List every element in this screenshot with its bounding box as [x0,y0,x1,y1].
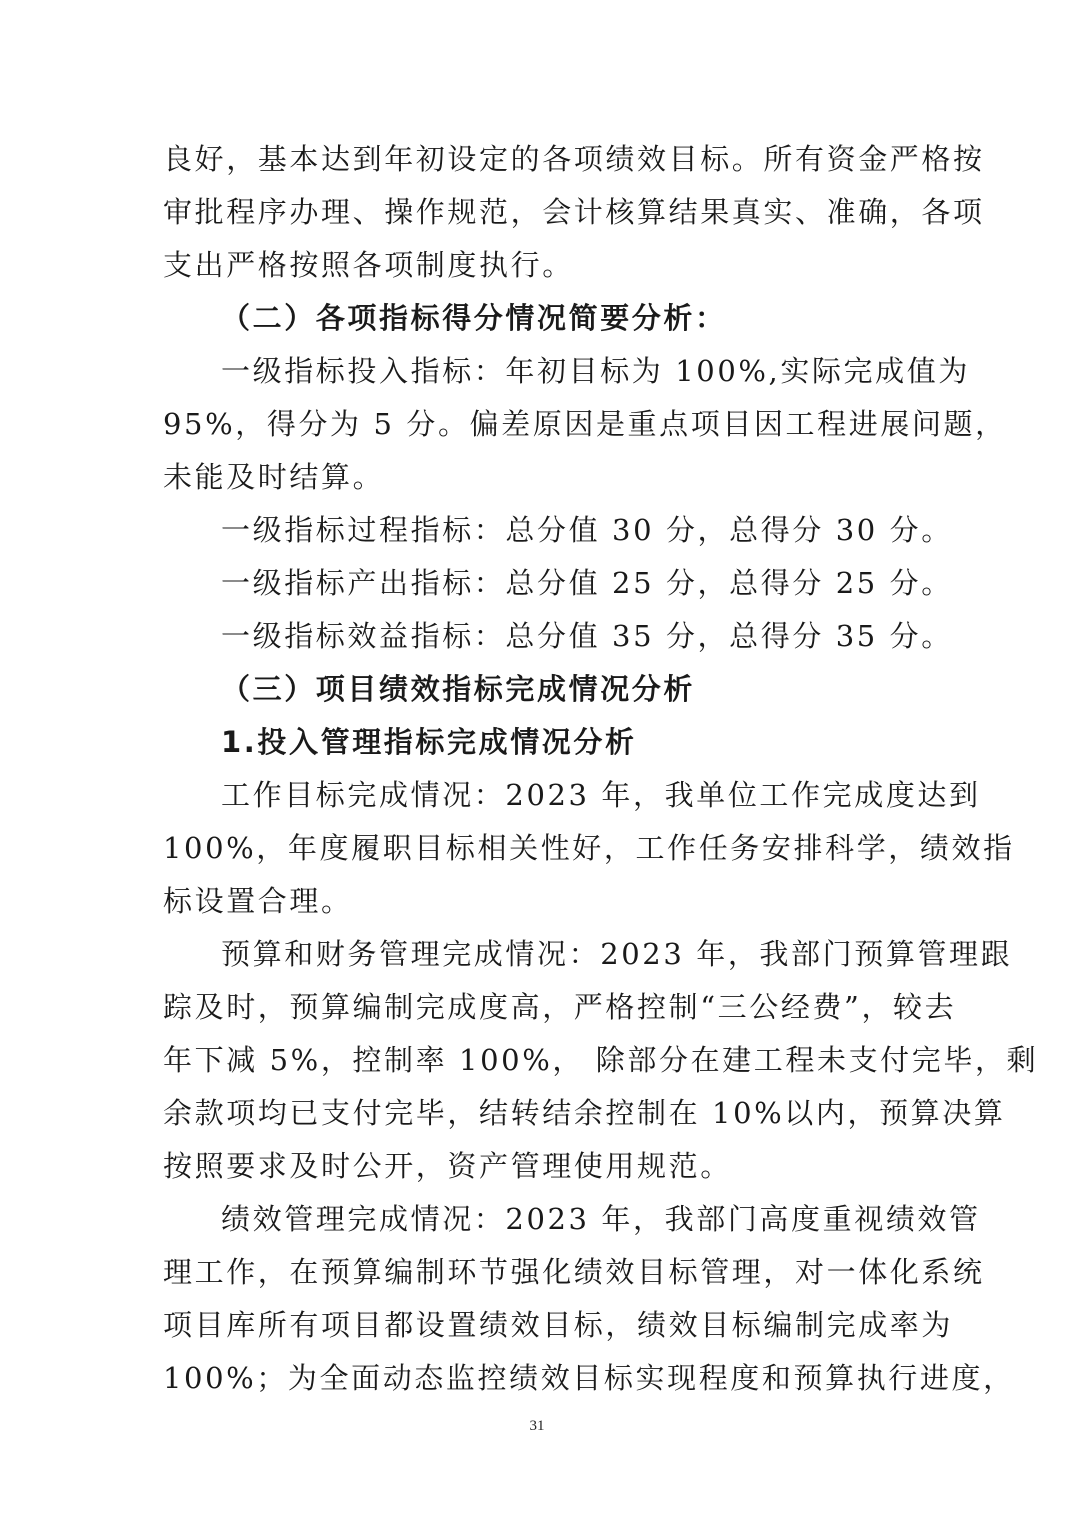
paragraph-line: 按照要求及时公开，资产管理使用规范。 [163,1149,732,1183]
paragraph-line: 预算和财务管理完成情况：2023 年，我部门预算管理跟 [221,937,1013,971]
paragraph-line: 一级指标投入指标：年初目标为 100%,实际完成值为 [221,354,970,388]
paragraph-line: 未能及时结算。 [163,460,385,494]
paragraph-line: 年下减 5%，控制率 100%， 除部分在建工程未支付完毕，剩 [163,1043,1039,1077]
paragraph-line: 一级指标产出指标：总分值 25 分，总得分 25 分。 [221,566,953,600]
paragraph-line: 绩效管理完成情况：2023 年，我部门高度重视绩效管 [221,1202,981,1236]
paragraph-line: 一级指标过程指标：总分值 30 分，总得分 30 分。 [221,513,953,547]
paragraph-line: 一级指标效益指标：总分值 35 分，总得分 35 分。 [221,619,953,653]
paragraph-line: 100%，年度履职目标相关性好，工作任务安排科学，绩效指 [163,831,1015,865]
paragraph-line: 良好，基本达到年初设定的各项绩效目标。所有资金严格按 [163,142,985,176]
paragraph-line: 审批程序办理、操作规范，会计核算结果真实、准确，各项 [163,195,985,229]
paragraph-line: 95%，得分为 5 分。偏差原因是重点项目因工程进展问题， [163,407,1007,441]
page-number: 31 [529,1418,545,1434]
paragraph-line: 理工作，在预算编制环节强化绩效目标管理，对一体化系统 [163,1255,985,1289]
subsection-heading: 1.投入管理指标完成情况分析 [221,725,637,759]
section-heading: （三）项目绩效指标完成情况分析 [221,672,696,706]
section-heading: （二）各项指标得分情况简要分析： [221,301,727,335]
paragraph-line: 标设置合理。 [163,884,353,918]
paragraph-line: 余款项均已支付完毕，结转结余控制在 10%以内，预算决算 [163,1096,1006,1130]
body-text [163,133,1039,1405]
paragraph-line: 支出严格按照各项制度执行。 [163,248,574,282]
paragraph-line: 项目库所有项目都设置绩效目标，绩效目标编制完成率为 [163,1308,954,1342]
paragraph-line: 踪及时，预算编制完成度高，严格控制“三公经费”，较去 [163,990,957,1024]
paragraph-line: 100%；为全面动态监控绩效目标实现程度和预算执行进度， [163,1361,1015,1395]
paragraph-line: 工作目标完成情况：2023 年，我单位工作完成度达到 [221,778,981,812]
